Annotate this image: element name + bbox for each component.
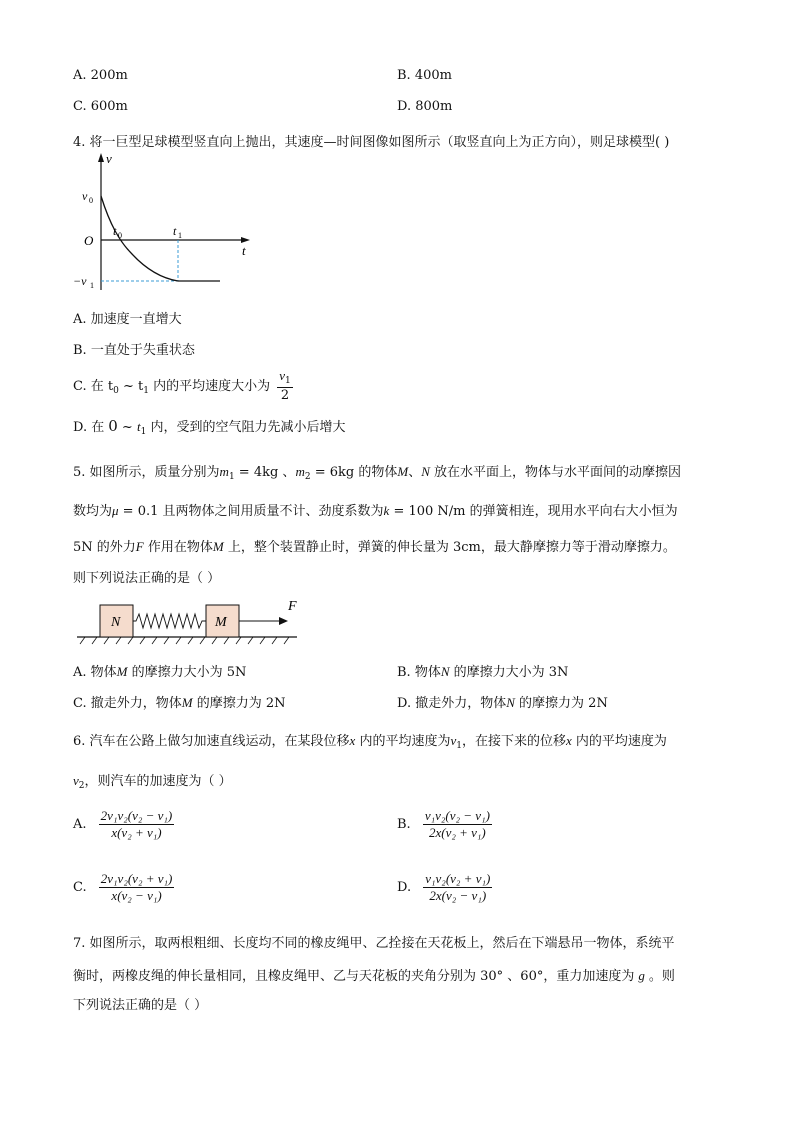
q5-spring-figure [75, 595, 305, 650]
q4-option-c: C. 在 $t_0$ ~ $t_1$ 内的平均速度大小为 $\frac{v_1}{2}$ [73, 368, 291, 404]
q5-line2: 数均为μ = 0.1 且两物体之间用质量不计、劲度系数为k = 100 N/m 的弹簧相连，现用水平向右大小恒为 [73, 503, 678, 519]
label-neg-v1-sub: 1 [90, 281, 94, 290]
q5-option-b: B. 物体N 的摩擦力大小为 3N [397, 664, 569, 680]
q4-stem: 4. 将一巨型足球模型竖直向上抛出，其速度—时间图像如图所示（取竖直向上为正方向），则足球模型( ) [73, 135, 670, 150]
q6-d-fraction: $\frac{\text{v₁v₂(v₂ + v₁)}}{\text{2x(v₂ − v₁)}}$ [425, 871, 491, 904]
q6-option-d: D. $\frac{\text{v₁v₂(v₂ + v₁)}}{\text{2x(v₂ − v₁)}}$ [397, 871, 491, 904]
q5-option-d: D. 撤走外力，物体N 的摩擦力为 2N [397, 695, 608, 711]
q5-option-a: A. 物体M 的摩擦力大小为 5N [73, 664, 247, 680]
q4-option-b: B. 一直处于失重状态 [73, 343, 195, 358]
q6-option-c: C. $\frac{\text{2v₁v₂(v₂ + v₁)}}{\text{x(v₂ − v₁)}}$ [73, 871, 173, 904]
label-v0: v [82, 189, 88, 203]
label-origin: O [84, 233, 94, 248]
label-t1: t [173, 224, 177, 238]
q7-line2: 衡时，两橡皮绳的伸长量相同，且橡皮绳甲、乙与天花板的夹角分别为 30° 、60°，重力加速度为 g 。则 [73, 968, 675, 984]
spring [133, 614, 206, 628]
q5-line3: 5N 的外力F 作用在物体M 上，整个装置静止时，弹簧的伸长量为 3cm，最大静摩擦力等于滑动摩擦力。 [73, 539, 676, 555]
q3-option-a: A. 200m [73, 68, 128, 83]
q4-option-d: D. 在 0 ~ $t_1$ 内，受到的空气阻力先减小后增大 [73, 417, 346, 437]
force-label: F [288, 599, 297, 614]
label-v0-sub: 0 [89, 196, 93, 205]
q4-c-fraction: $\frac{v_1}{2}$ [279, 368, 291, 404]
q4-option-a: A. 加速度一直增大 [73, 312, 182, 327]
q3-option-c: C. 600m [73, 99, 128, 114]
q6-option-b: B. $\frac{\text{v₁v₂(v₂ − v₁)}}{\text{2x(v₂ + v₁)}}$ [397, 808, 490, 841]
q5-line1: 5. 如图所示，质量分别为$m_1 = 4kg$ 、$m_2 = 6kg$ 的物体M、N 放在水平面上，物体与水平面间的动摩擦因 [73, 464, 682, 482]
label-v: v [106, 151, 112, 166]
q6-line1: 6. 汽车在公路上做匀加速直线运动，在某段位移x 内的平均速度为$v_1$，在接下来的位移x 内的平均速度为 [73, 733, 667, 751]
q4-vt-graph [70, 150, 260, 300]
q3-option-b: B. 400m [397, 68, 452, 83]
q6-line2: $v_2$，则汽车的加速度为（ ） [73, 773, 232, 791]
label-t1-sub: 1 [178, 231, 182, 240]
label-neg-v1: −v [73, 274, 87, 288]
block-n-label: N [111, 615, 121, 630]
force-arrow-head [279, 617, 288, 625]
ground-hatching [80, 637, 289, 644]
label-t: t [242, 243, 246, 258]
q6-option-a: A. $\frac{\text{2v₁v₂(v₂ − v₁)}}{\text{x(v₂ + v₁)}}$ [73, 808, 173, 841]
q6-a-fraction: $\frac{\text{2v₁v₂(v₂ − v₁)}}{\text{x(v₂ + v₁)}}$ [100, 808, 173, 841]
q5-option-c: C. 撤走外力，物体M 的摩擦力为 2N [73, 695, 286, 711]
q6-c-fraction: $\frac{\text{2v₁v₂(v₂ + v₁)}}{\text{x(v₂ − v₁)}}$ [100, 871, 173, 904]
q5-line4: 则下列说法正确的是（ ） [73, 571, 221, 586]
q6-b-fraction: $\frac{\text{v₁v₂(v₂ − v₁)}}{\text{2x(v₂ + v₁)}}$ [424, 808, 490, 841]
q7-line3: 下列说法正确的是（ ） [73, 998, 208, 1013]
label-t0: t [113, 224, 117, 238]
q3-option-d: D. 800m [397, 99, 453, 114]
label-t0-sub: 0 [118, 231, 122, 240]
block-m-label: M [215, 615, 227, 630]
v-axis-arrow [98, 153, 104, 162]
q7-line1: 7. 如图所示，取两根粗细、长度均不同的橡皮绳甲、乙拴接在天花板上，然后在下端悬吊一物体，系统平 [73, 936, 675, 951]
